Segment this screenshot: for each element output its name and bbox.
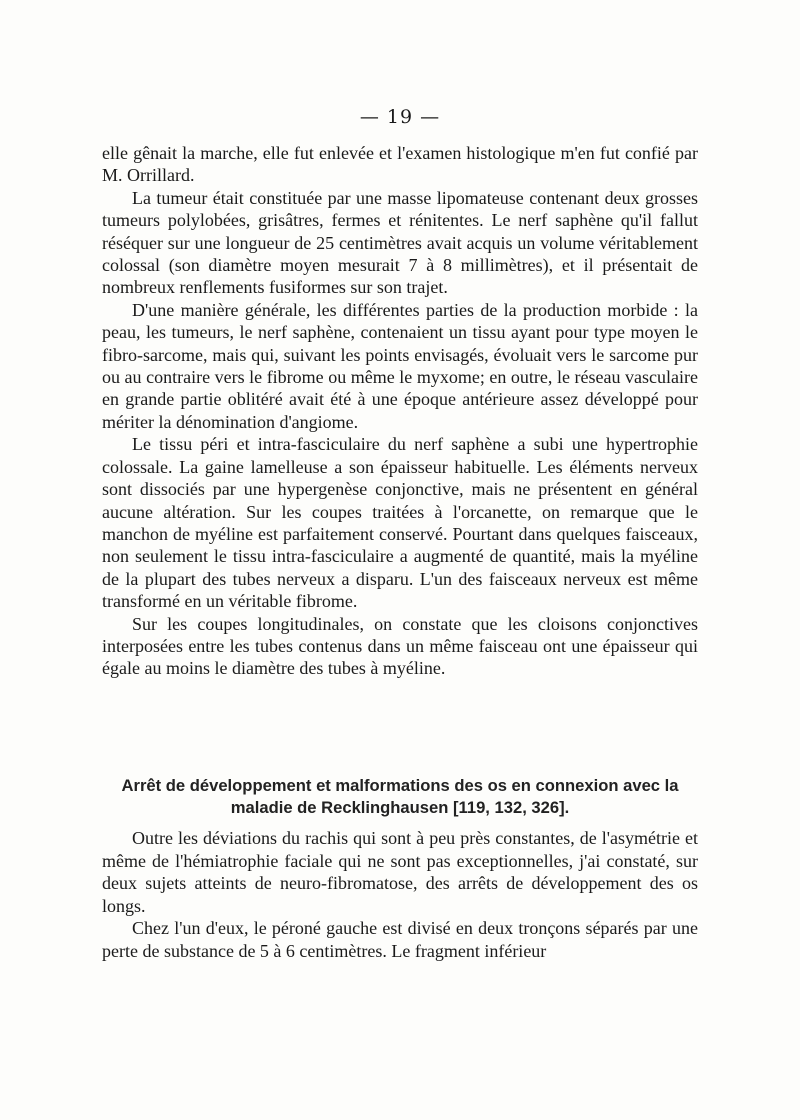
paragraph: elle gênait la marche, elle fut enlevée et l'examen histologique m'en fut confié par M. Orrillard. xyxy=(102,143,698,186)
paragraph: D'une manière générale, les différentes parties de la production morbide : la peau, les tumeurs, le nerf saphène, contenaient un tissu ayant pour type moyen le fibro-sarcome, mais qui, suivant les points envisagés, évoluait vers le sarcome pur ou au contraire vers le fibrome ou même le myxome; en outre, le réseau vasculaire en grande partie oblitéré avait été à une époque antérieure assez développé pour mériter la dénomination d'angiome. xyxy=(102,299,698,432)
body-text-top xyxy=(102,142,698,680)
paragraph: Sur les coupes longitudinales, on constate que les cloisons conjonctives interposées entre les tubes contenus dans un même faisceau ont une épaisseur qui égale au moins le diamètre des tubes à myéline. xyxy=(102,613,698,679)
paragraph: La tumeur était constituée par une masse lipomateuse contenant deux grosses tumeurs polylobées, grisâtres, fermes et rénitentes. Le nerf saphène qu'il fallut réséquer sur une longueur de 25 centimètres avait acquis un volume véritablement colossal (son diamètre moyen mesurait 7 à 8 millimètres), et il présentait de nombreux renflements fusiformes sur son trajet. xyxy=(102,187,698,298)
body-text-bottom xyxy=(102,827,698,963)
paragraph: Chez l'un d'eux, le péroné gauche est divisé en deux tronçons séparés par une perte de substance de 5 à 6 centimètres. Le fragment inférieur xyxy=(102,918,698,961)
paragraph: Outre les déviations du rachis qui sont à peu près constantes, de l'asymétrie et même de l'hémiatrophie faciale qui ne sont pas exceptionnelles, j'ai constaté, sur deux sujets atteints de neuro-fibromatose, des arrêts de développement des os longs. xyxy=(102,828,698,916)
page-number: — 19 — xyxy=(359,106,441,128)
section-heading: Arrêt de développement et malformations des os en connexion avec la maladie de Recklinghausen [119, 132, 326]. xyxy=(121,776,679,817)
paragraph: Le tissu péri et intra-fasciculaire du nerf saphène a subi une hypertrophie colossale. La gaine lamelleuse a son épaisseur habituelle. Les éléments nerveux sont dissociés par une hypergenèse conjonctive, mais ne présentent en général aucune altération. Sur les coupes traitées à l'orcanette, on remarque que le manchon de myéline est parfaitement conservé. Pourtant dans quelques faisceaux, non seulement le tissu intra-fasciculaire a augmenté de quantité, mais la myéline de la plupart des tubes nerveux a disparu. L'un des faisceaux nerveux est même transformé en un véritable fibrome. xyxy=(102,434,698,612)
